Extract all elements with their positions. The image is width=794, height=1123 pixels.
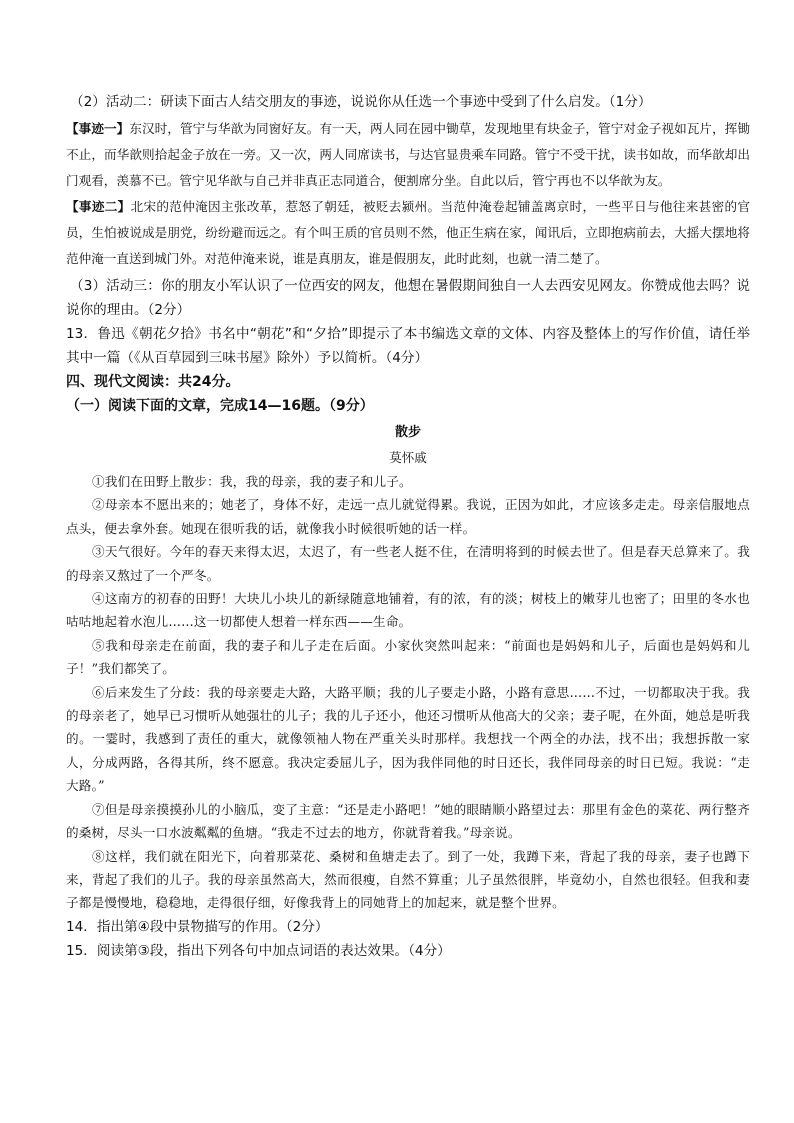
page-content — [66, 90, 750, 963]
essay-paragraph-7: ⑦但是母亲摸摸孙儿的小脑瓜，变了主意：“还是走小路吧！”她的眼睛顺小路望过去：那里有金色的菜花、两行整齐的桑树，尽头一口水波粼粼的鱼塘。“我走不过去的地方，你就背着我。”母亲说。 — [66, 801, 750, 841]
activity2-question: （2）活动二：研读下面古人结交朋友的事迹，说说你从任选一个事迹中受到了什么启发。（1分） — [70, 94, 652, 110]
event1-text: 东汉时，管宁与华歆为同窗好友。有一天，两人同在园中锄草，发现地里有块金子，管宁对金子视如瓦片，挥锄不止，而华歆则拾起金子放在一旁。又一次，两人同席读书，与达官显贵乘车同路。管宁不受干扰，读书如故，而华歆却出门观看，羡慕不已。管宁见华歆与自己并非真正志同道合，便割席分坐。自此以后，管宁再也不以华歆为友。 — [66, 121, 751, 188]
question-14: 14．指出第④段中景物描写的作用。（2分） — [66, 918, 329, 935]
section-4-subheading: （一）阅读下面的文章，完成14—16题。（9分） — [66, 398, 374, 414]
essay-paragraph-1: ①我们在田野上散步：我，我的母亲，我的妻子和儿子。 — [92, 474, 412, 489]
question-15: 15．阅读第③段，指出下列各句中加点词语的表达效果。（4分） — [66, 942, 451, 959]
event1-tag: 【事迹一】 — [66, 121, 130, 136]
question-13: 13．鲁迅《朝花夕拾》书名中“朝花”和“夕拾”即提示了本书编选文章的文体、内容及整体上的写作价值，请任举其中一篇（《从百草园到三味书屋》除外）予以简析。（4分） — [66, 326, 750, 366]
essay-paragraph-3: ③天气很好。今年的春天来得太迟，太迟了，有一些老人挺不住，在清明将到的时候去世了。但是春天总算来了。我的母亲又熬过了一个严冬。 — [66, 544, 750, 583]
event1-paragraph — [66, 116, 750, 194]
event2-text: 北宋的范仲淹因主张改革，惹怒了朝廷，被贬去颍州。当范仲淹卷起铺盖离京时，一些平日与他往来甚密的官员，生怕被说成是朋党，纷纷避而远之。有个叫王质的官员则不然，他正生病在家，闻讯后，立即抱病前去，大摇大摆地将范仲淹一直送到城门外。对范仲淹来说，谁是真朋友，谁是假朋友，此时此刻，也就一清二楚了。 — [66, 199, 751, 266]
activity3-question: （3）活动三：你的朋友小军认识了一位西安的网友，他想在暑假期间独自一人去西安见网友。你赞成他去吗？说说你的理由。（2分） — [66, 278, 750, 318]
event2-paragraph — [66, 194, 750, 272]
event2-tag: 【事迹二】 — [66, 199, 131, 214]
essay-paragraph-8: ⑧这样，我们就在阳光下，向着那菜花、桑树和鱼塘走去了。到了一处，我蹲下来，背起了我的母亲，妻子也蹲下来，背起了我们的儿子。我的母亲虽然高大，然而很瘦，自然不算重；儿子虽然很胖，毕竟幼小，自然也很轻。但我和妻子都是慢慢地，稳稳地，走得很仔细，好像我背上的同她背上的加起来，就是整个世界。 — [66, 848, 750, 911]
essay-paragraph-4: ④这南方的初春的田野！大块儿小块儿的新绿随意地铺着，有的浓，有的淡；树枝上的嫩芽儿也密了；田里的冬水也咕咕地起着水泡儿……这一切都使人想着一样东西——生命。 — [66, 591, 750, 630]
essay-paragraph-6: ⑥后来发生了分歧：我的母亲要走大路，大路平顺；我的儿子要走小路，小路有意思……不过，一切都取决于我。我的母亲老了，她早已习惯听从她强壮的儿子；我的儿子还小，他还习惯听从他高大的父亲；妻子呢，在外面，她总是听我的。一霎时，我感到了责任的重大，就像领袖人物在严重关头时那样。我想找一个两全的办法，找不出；我想拆散一家人，分成两路，各得其所，终不愿意。我决定委屈儿子，因为我伴同他的时日还长，我伴同母亲的时日已短。我说：“走大路。” — [66, 684, 750, 794]
essay-paragraph-5: ⑤我和母亲走在前面，我的妻子和儿子走在后面。小家伙突然叫起来：“前面也是妈妈和儿子，后面也是妈妈和儿子！”我们都笑了。 — [66, 637, 750, 677]
essay-title: 散步 — [394, 425, 421, 440]
essay-author: 莫怀戚 — [389, 450, 427, 465]
section-4-heading: 四、现代文阅读：共24分。 — [66, 374, 240, 390]
essay-paragraph-2: ②母亲本不愿出来的；她老了，身体不好，走远一点儿就觉得累。我说，正因为如此，才应该多走走。母亲信服地点点头，便去拿外套。她现在很听我的话，就像我小时候很听她的话一样。 — [66, 497, 750, 536]
